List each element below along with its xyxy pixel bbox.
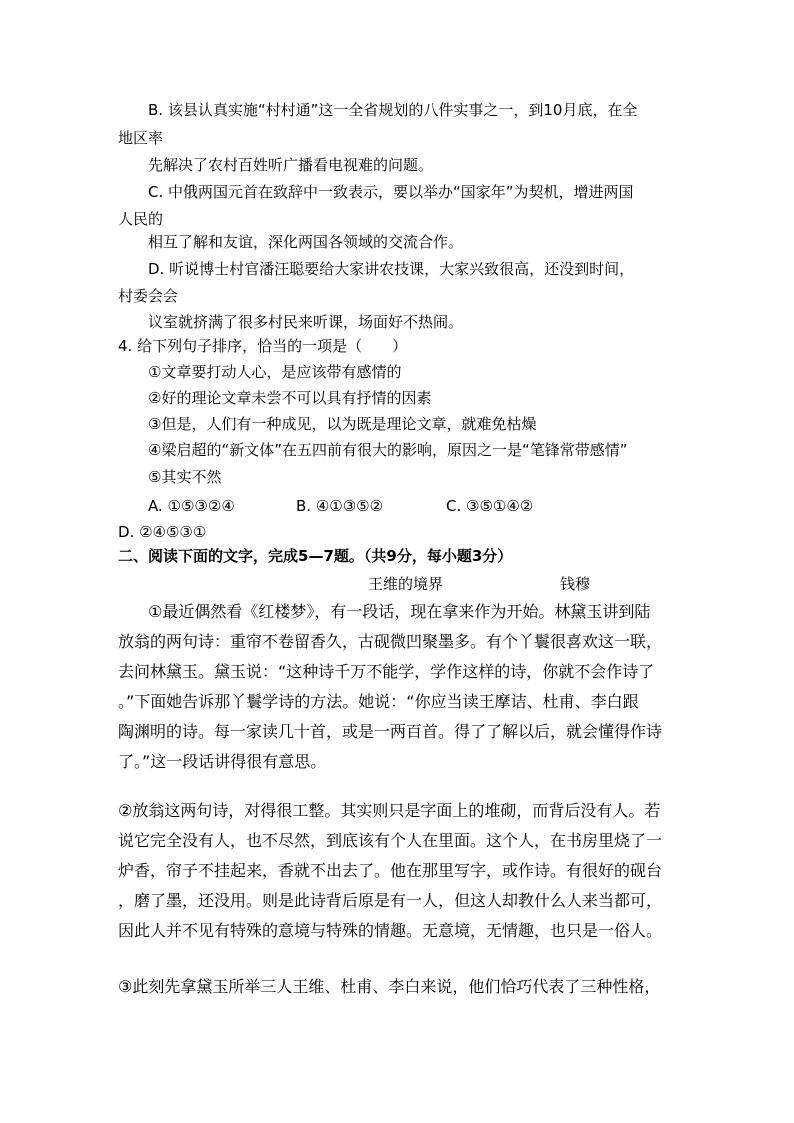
passage-p2-line2: 说它完全没有人，也不尽然，到底该有个人在里面。这个人，在书房里烧了一 bbox=[118, 831, 663, 850]
q4-sentence-3: ③但是，人们有一种成见，以为既是理论文章，就难免枯燥 bbox=[148, 415, 537, 433]
passage-p1-line3: 去问林黛玉。黛玉说：“这种诗千万不能学，学作这样的诗，你就不会作诗了 bbox=[118, 662, 655, 681]
q4-stem: 4. 给下列句子排序，恰当的一项是（ ） bbox=[118, 337, 408, 355]
passage-p2-line4: ，磨了墨，还没用。则是此诗背后原是有一人，但这人却教什么人来当都可， bbox=[118, 891, 663, 910]
passage-p2-line5: 因此人并不见有特殊的意境与特殊的情趣。无意境，无情趣，也只是一俗人。 bbox=[118, 921, 663, 940]
q4-sentence-2: ②好的理论文章未尝不可以具有抒情的因素 bbox=[148, 389, 432, 407]
q4-option-a: A. ①⑤③②④ bbox=[148, 497, 235, 515]
passage-p2-line3: 炉香，帘子不挂起来，香就不出去了。他在那里写字，或作诗。有很好的砚台 bbox=[118, 861, 663, 880]
article-title: 王维的境界 bbox=[368, 575, 444, 593]
q4-option-c: C. ③⑤①④② bbox=[446, 497, 534, 515]
q4-option-b: B. ④①③⑤② bbox=[296, 497, 384, 515]
q3-option-d-line3: 议室就挤满了很多村民来听课，场面好不热闹。 bbox=[148, 313, 464, 331]
q3-option-b-line2: 地区率 bbox=[118, 129, 164, 147]
passage-p1-line4: 。”下面她告诉那丫鬟学诗的方法。她说：“你应当读王摩诘、杜甫、李白跟 bbox=[118, 692, 639, 711]
q4-sentence-4: ④梁启超的“新文体”在五四前有很大的影响，原因之一是“笔锋常带感情” bbox=[148, 441, 628, 459]
q3-option-c-line2: 人民的 bbox=[118, 210, 164, 228]
passage-p2-line1: ②放翁这两句诗，对得很工整。其实则只是字面上的堆砌，而背后没有人。若 bbox=[118, 801, 661, 820]
passage-p1-line5: 陶渊明的诗。每一家读几十首，或是一两百首。得了了解以后，就会懂得作诗 bbox=[118, 722, 663, 741]
q4-sentence-5: ⑤其实不然 bbox=[148, 468, 222, 486]
q3-option-d-line2: 村委会会 bbox=[118, 287, 179, 305]
q3-option-d-line1: D. 听说博士村官潘汪聪要给大家讲农技课，大家兴致很高，还没到时间， bbox=[148, 260, 635, 278]
q3-option-c-line3: 相互了解和友谊，深化两国各领域的交流合作。 bbox=[148, 233, 464, 251]
passage-p1-line6: 了。”这一段话讲得很有意思。 bbox=[118, 752, 327, 771]
section-heading: 二、阅读下面的文字，完成5—7题。（共9分，每小题3分） bbox=[118, 547, 513, 565]
q3-option-c-line1: C. 中俄两国元首在致辞中一致表示，要以举办“国家年”为契机，增进两国 bbox=[148, 183, 634, 201]
passage-p1-line1: ①最近偶然看《红楼梦》，有一段话，现在拿来作为开始。林黛玉讲到陆 bbox=[148, 602, 651, 621]
article-author: 钱穆 bbox=[560, 575, 591, 593]
q4-option-d: D. ②④⑤③① bbox=[118, 523, 207, 541]
q3-option-b-line1: B. 该县认真实施“村村通”这一全省规划的八件实事之一，到10月底，在全 bbox=[148, 101, 638, 119]
q4-options-row bbox=[148, 496, 533, 516]
q3-option-b-line3: 先解决了农村百姓听广播看电视难的问题。 bbox=[148, 156, 434, 174]
q4-sentence-1: ①文章要打动人心，是应该带有感情的 bbox=[148, 363, 402, 381]
passage-p1-line2: 放翁的两句诗：重帘不卷留香久，古砚微凹聚墨多。有个丫鬟很喜欢这一联， bbox=[118, 632, 663, 651]
passage-p3-line1: ③此刻先拿黛玉所举三人王维、杜甫、李白来说，他们恰巧代表了三种性格， bbox=[118, 977, 661, 996]
